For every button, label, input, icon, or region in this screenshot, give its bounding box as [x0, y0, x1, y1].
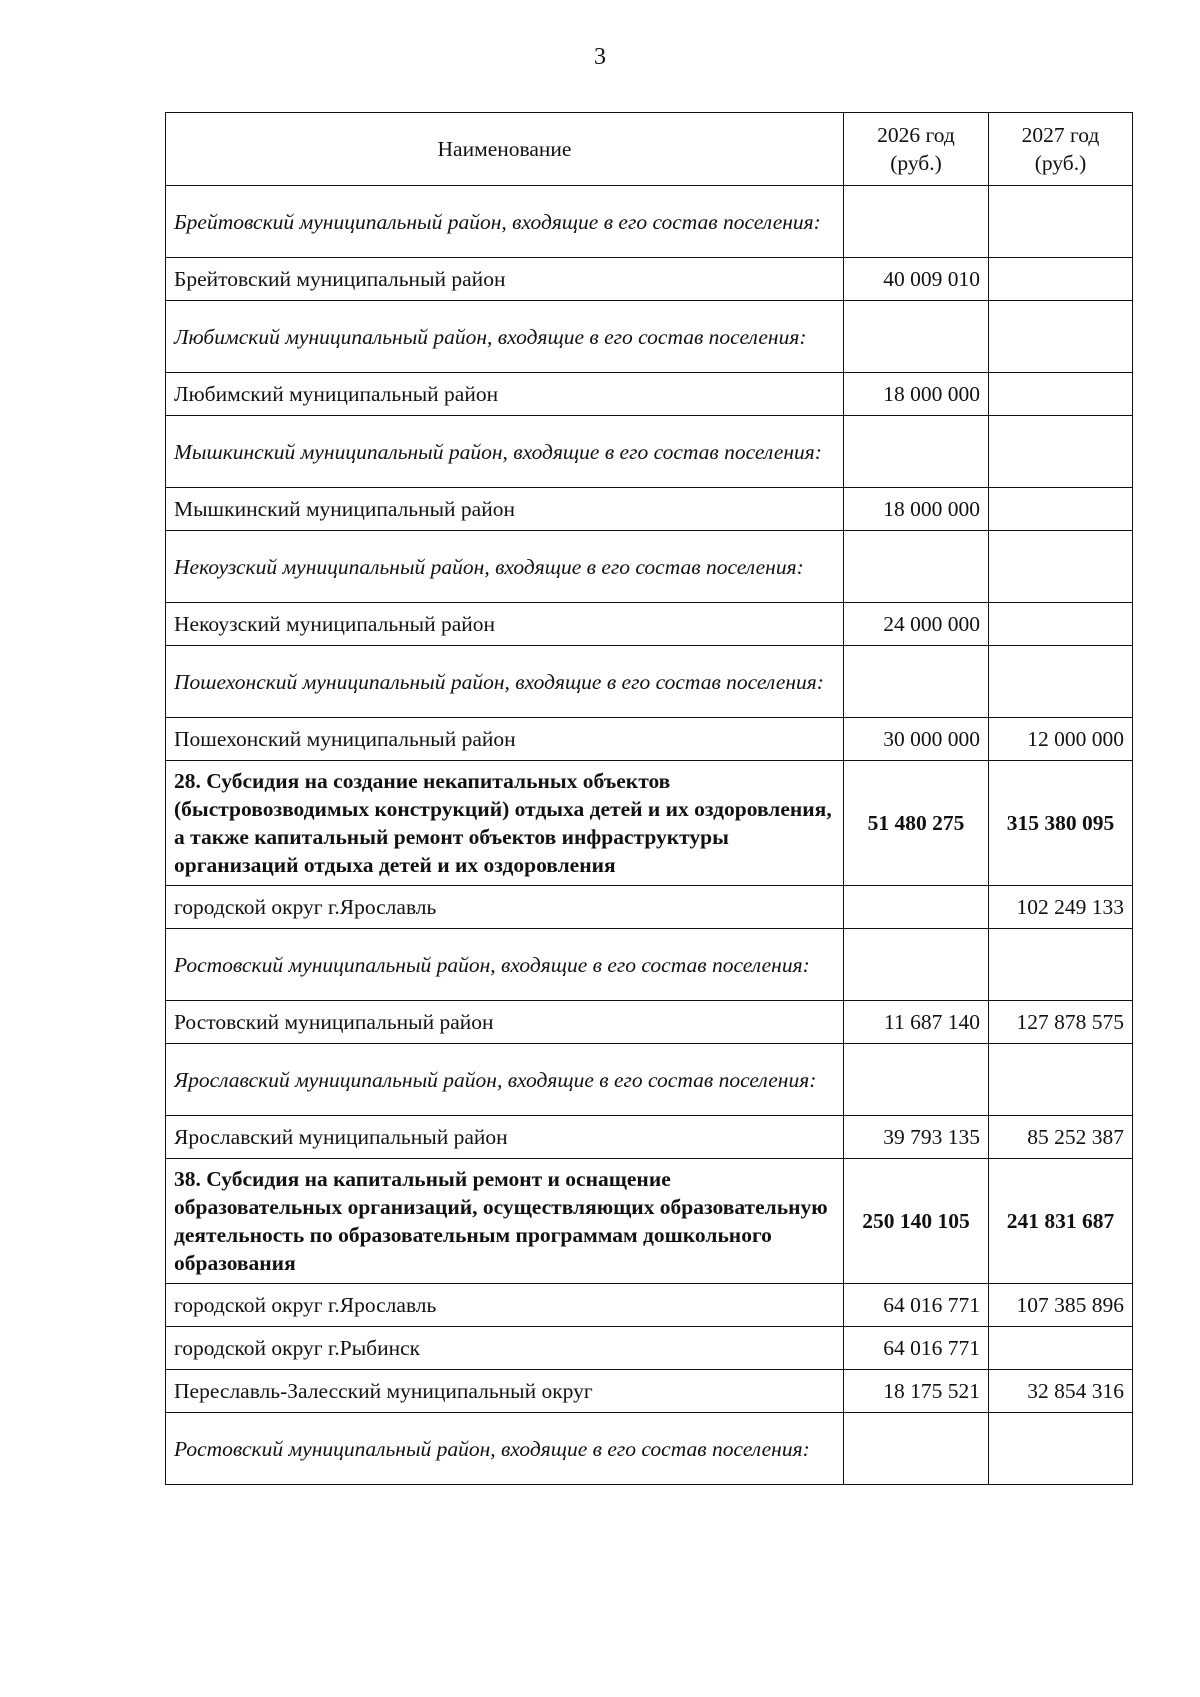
table-row: [166, 373, 1133, 416]
row-name-cell: городской округ г.Ярославль: [166, 1284, 844, 1327]
row-value-2027: [989, 258, 1133, 301]
row-name-cell: 38. Субсидия на капитальный ремонт и оснащение образовательных организаций, осуществляющих образовательную деятельность по образовательным программам дошкольного образования: [166, 1159, 844, 1284]
row-name-cell: Ростовский муниципальный район: [166, 1001, 844, 1044]
column-header-2027: 2027 год (руб.): [989, 113, 1133, 186]
table-row: [166, 646, 1133, 718]
row-value-2026: 18 175 521: [844, 1370, 989, 1413]
row-value-2027: [989, 531, 1133, 603]
row-value-2026: [844, 646, 989, 718]
table-header-row: [166, 113, 1133, 186]
row-value-2026: 250 140 105: [844, 1159, 989, 1284]
row-name-cell: Ростовский муниципальный район, входящие в его состав поселения:: [166, 929, 844, 1001]
row-name-cell: Ярославский муниципальный район, входящие в его состав поселения:: [166, 1044, 844, 1116]
row-value-2027: 241 831 687: [989, 1159, 1133, 1284]
row-value-2027: [989, 1413, 1133, 1485]
row-name-cell: Брейтовский муниципальный район: [166, 258, 844, 301]
row-value-2026: 11 687 140: [844, 1001, 989, 1044]
row-value-2027: [989, 1327, 1133, 1370]
row-value-2026: [844, 301, 989, 373]
table-body: [166, 186, 1133, 1485]
row-value-2026: 18 000 000: [844, 373, 989, 416]
table-row: [166, 886, 1133, 929]
row-value-2026: [844, 186, 989, 258]
table-row: [166, 1284, 1133, 1327]
table-row: [166, 1044, 1133, 1116]
row-value-2027: 12 000 000: [989, 718, 1133, 761]
row-value-2027: [989, 416, 1133, 488]
row-value-2026: [844, 1044, 989, 1116]
budget-table: [165, 112, 1133, 1485]
table-row: [166, 1159, 1133, 1284]
row-value-2026: 39 793 135: [844, 1116, 989, 1159]
row-value-2026: 18 000 000: [844, 488, 989, 531]
page-number: 3: [594, 44, 606, 70]
row-value-2026: [844, 416, 989, 488]
row-name-cell: Мышкинский муниципальный район, входящие в его состав поселения:: [166, 416, 844, 488]
table-row: [166, 531, 1133, 603]
row-value-2027: 107 385 896: [989, 1284, 1133, 1327]
row-name-cell: Некоузский муниципальный район, входящие в его состав поселения:: [166, 531, 844, 603]
column-header-2026: 2026 год (руб.): [844, 113, 989, 186]
table-row: [166, 258, 1133, 301]
row-value-2026: 64 016 771: [844, 1327, 989, 1370]
table-row: [166, 488, 1133, 531]
row-value-2027: [989, 373, 1133, 416]
row-value-2027: 32 854 316: [989, 1370, 1133, 1413]
row-value-2027: 85 252 387: [989, 1116, 1133, 1159]
row-value-2026: [844, 929, 989, 1001]
table-row: [166, 603, 1133, 646]
row-value-2027: 102 249 133: [989, 886, 1133, 929]
table-row: [166, 1116, 1133, 1159]
table-row: [166, 761, 1133, 886]
table-row: [166, 929, 1133, 1001]
row-name-cell: городской округ г.Ярославль: [166, 886, 844, 929]
row-value-2026: 30 000 000: [844, 718, 989, 761]
row-name-cell: Пошехонский муниципальный район, входящие в его состав поселения:: [166, 646, 844, 718]
row-name-cell: Мышкинский муниципальный район: [166, 488, 844, 531]
row-value-2026: [844, 531, 989, 603]
row-name-cell: 28. Субсидия на создание некапитальных объектов (быстровозводимых конструкций) отдыха детей и их оздоровления, а также капитальный ремонт объектов инфраструктуры организаций отдыха детей и их оздоровления: [166, 761, 844, 886]
table-row: [166, 301, 1133, 373]
table-row: [166, 186, 1133, 258]
table-row: [166, 1327, 1133, 1370]
row-name-cell: Некоузский муниципальный район: [166, 603, 844, 646]
table-row: [166, 1001, 1133, 1044]
row-value-2027: [989, 488, 1133, 531]
row-value-2026: 24 000 000: [844, 603, 989, 646]
row-value-2027: [989, 929, 1133, 1001]
row-value-2026: 40 009 010: [844, 258, 989, 301]
row-name-cell: Ростовский муниципальный район, входящие в его состав поселения:: [166, 1413, 844, 1485]
row-name-cell: Пошехонский муниципальный район: [166, 718, 844, 761]
row-value-2027: [989, 1044, 1133, 1116]
row-value-2027: 127 878 575: [989, 1001, 1133, 1044]
row-value-2026: 51 480 275: [844, 761, 989, 886]
row-value-2027: [989, 603, 1133, 646]
table-row: [166, 718, 1133, 761]
row-value-2027: 315 380 095: [989, 761, 1133, 886]
table-row: [166, 416, 1133, 488]
row-value-2027: [989, 186, 1133, 258]
table-row: [166, 1370, 1133, 1413]
row-name-cell: городской округ г.Рыбинск: [166, 1327, 844, 1370]
row-name-cell: Брейтовский муниципальный район, входящие в его состав поселения:: [166, 186, 844, 258]
row-name-cell: Переславль-Залесский муниципальный округ: [166, 1370, 844, 1413]
row-value-2026: [844, 886, 989, 929]
row-name-cell: Любимский муниципальный район: [166, 373, 844, 416]
table-row: [166, 1413, 1133, 1485]
column-header-name: Наименование: [166, 113, 844, 186]
row-value-2026: [844, 1413, 989, 1485]
row-value-2027: [989, 301, 1133, 373]
row-name-cell: Любимский муниципальный район, входящие в его состав поселения:: [166, 301, 844, 373]
row-name-cell: Ярославский муниципальный район: [166, 1116, 844, 1159]
row-value-2027: [989, 646, 1133, 718]
row-value-2026: 64 016 771: [844, 1284, 989, 1327]
